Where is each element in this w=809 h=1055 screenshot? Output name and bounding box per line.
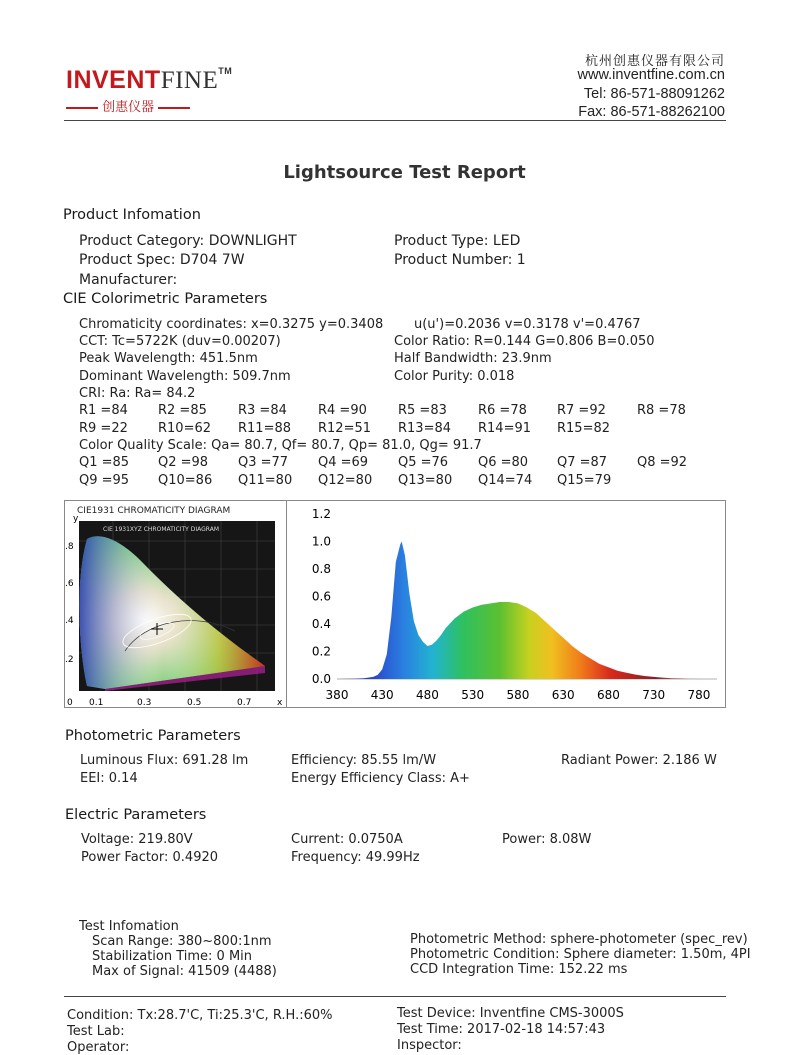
test-time: Test Time: 2017-02-18 14:57:43 <box>397 1022 606 1037</box>
spectrum-x-tick: 480 <box>416 688 439 702</box>
test-lab: Test Lab: <box>67 1024 125 1039</box>
index-value: Q3 =77 <box>238 455 289 470</box>
spectrum-x-tick: 730 <box>642 688 666 702</box>
cie-diagram-panel <box>65 501 287 707</box>
cie-y-axis-label: y <box>73 514 79 524</box>
manufacturer: Manufacturer: <box>79 272 178 288</box>
cie-y-tick-2: .6 <box>65 579 74 589</box>
index-value: R6 =78 <box>478 403 527 418</box>
power: Power: 8.08W <box>502 832 592 847</box>
product-type: Product Type: LED <box>394 233 521 249</box>
cie-heading: CIE Colorimetric Parameters <box>63 291 268 307</box>
cri-ra: CRI: Ra: Ra= 84.2 <box>79 386 196 401</box>
index-value: Q13=80 <box>398 473 453 488</box>
index-value: R12=51 <box>318 421 372 436</box>
index-value: R11=88 <box>238 421 292 436</box>
fax: Fax: 86-571-88262100 <box>578 104 725 120</box>
color-ratio: Color Ratio: R=0.144 G=0.806 B=0.050 <box>394 334 655 349</box>
power-factor: Power Factor: 0.4920 <box>81 850 219 865</box>
footer-divider <box>64 996 726 997</box>
uv-coordinates: u(u')=0.2036 v=0.3178 v'=0.4767 <box>414 317 641 332</box>
spectrum-x-tick: 530 <box>461 688 485 702</box>
cie-diagram-title: CIE1931 CHROMATICITY DIAGRAM <box>77 506 231 516</box>
spectrum-y-tick: 0.6 <box>311 589 331 604</box>
product-info-heading: Product Infomation <box>63 207 201 223</box>
index-value: R14=91 <box>478 421 532 436</box>
index-value: Q8 =92 <box>637 455 688 470</box>
photometric-method: Photometric Method: sphere-photometer (spec_rev) <box>410 932 748 947</box>
photometric-heading: Photometric Parameters <box>65 728 241 744</box>
index-value: R2 =85 <box>158 403 207 418</box>
spectrum-x-tick: 380 <box>325 688 349 702</box>
product-spec: Product Spec: D704 7W <box>79 252 245 268</box>
spectrum-area <box>337 542 699 680</box>
spectrum-y-tick: 0.8 <box>311 562 331 576</box>
index-value: Q9 =95 <box>79 473 130 488</box>
eei: EEI: 0.14 <box>80 771 138 786</box>
index-value: R5 =83 <box>398 403 447 418</box>
cie-y-tick-1: .8 <box>65 542 74 552</box>
cie-x-tick-2: 0.3 <box>137 698 152 707</box>
efficiency: Efficiency: 85.55 lm/W <box>291 753 437 768</box>
index-value: Q2 =98 <box>158 455 209 470</box>
test-device: Test Device: Inventfine CMS-3000S <box>397 1006 624 1021</box>
index-value: Q6 =80 <box>478 455 529 470</box>
index-value: R10=62 <box>158 421 212 436</box>
index-value: Q4 =69 <box>318 455 369 470</box>
spectrum-x-tick: 580 <box>506 688 530 702</box>
cie-x-tick-3: 0.5 <box>187 698 202 707</box>
company-logo: INVENTFINE™ <box>66 66 233 94</box>
product-number: Product Number: 1 <box>394 252 526 268</box>
radiant-power: Radiant Power: 2.186 W <box>561 753 717 768</box>
index-value: R7 =92 <box>557 403 606 418</box>
test-condition: Condition: Tx:28.7'C, Ti:25.3'C, R.H.:60% <box>67 1008 333 1023</box>
spectrum-x-tick: 630 <box>551 688 575 702</box>
spectrum-chart <box>287 501 725 707</box>
spectrum-x-tick: 680 <box>596 688 620 702</box>
dominant-wavelength: Dominant Wavelength: 509.7nm <box>79 369 291 384</box>
max-signal: Max of Signal: 41509 (4488) <box>92 964 277 979</box>
index-value: Q15=79 <box>557 473 612 488</box>
company-name-cn: 杭州创惠仪器有限公司 <box>584 53 725 68</box>
stabilization-time: Stabilization Time: 0 Min <box>92 949 253 964</box>
spectrum-y-tick: 0.2 <box>311 644 331 659</box>
cie-x-tick-4: 0.7 <box>237 698 252 707</box>
index-value: Q10=86 <box>158 473 213 488</box>
index-value: Q5 =76 <box>398 455 449 470</box>
index-value: Q1 =85 <box>79 455 130 470</box>
operator: Operator: <box>67 1040 130 1055</box>
index-value: R13=84 <box>398 421 452 436</box>
spectrum-panel <box>287 501 725 707</box>
color-purity: Color Purity: 0.018 <box>394 369 515 384</box>
spectrum-y-tick: 1.2 <box>311 507 331 521</box>
spectrum-y-tick: 0.4 <box>311 617 331 631</box>
cie-y-tick-4: .2 <box>65 655 74 665</box>
photometric-condition: Photometric Condition: Sphere diameter: 1.50m, 4PI <box>410 947 751 962</box>
spectrum-y-tick: 0.0 <box>311 672 331 686</box>
website: www.inventfine.com.cn <box>577 67 725 83</box>
electric-heading: Electric Parameters <box>65 807 207 823</box>
chromaticity-coordinates: Chromaticity coordinates: x=0.3275 y=0.3408 <box>79 317 384 332</box>
peak-wavelength: Peak Wavelength: 451.5nm <box>79 351 258 366</box>
logo-subtitle: 创惠仪器 <box>66 96 190 115</box>
index-value: R3 =84 <box>238 403 287 418</box>
voltage: Voltage: 219.80V <box>81 832 193 847</box>
spectrum-y-tick: 1.0 <box>311 534 331 549</box>
cie-inner-title: CIE 1931XYZ CHROMATICITY DIAGRAM <box>103 526 220 533</box>
index-value: R15=82 <box>557 421 611 436</box>
cie-y-tick-3: .4 <box>65 616 74 626</box>
half-bandwidth: Half Bandwidth: 23.9nm <box>394 351 552 366</box>
index-value: Q7 =87 <box>557 455 608 470</box>
telephone: Tel: 86-571-88091262 <box>583 86 725 102</box>
cie-diagram <box>65 501 286 707</box>
cie-x-axis-label: x <box>277 698 283 707</box>
header-divider <box>64 120 726 121</box>
cie-x-tick-1: 0.1 <box>89 698 104 707</box>
report-title: Lightsource Test Report <box>283 162 526 183</box>
index-value: Q12=80 <box>318 473 373 488</box>
index-value: Q11=80 <box>238 473 293 488</box>
spectrum-x-tick: 780 <box>687 688 711 702</box>
current: Current: 0.0750A <box>291 832 403 847</box>
energy-class: Energy Efficiency Class: A+ <box>291 771 470 786</box>
index-value: R8 =78 <box>637 403 686 418</box>
index-value: R4 =90 <box>318 403 367 418</box>
inspector: Inspector: <box>397 1038 462 1053</box>
index-value: R1 =84 <box>79 403 128 418</box>
product-category: Product Category: DOWNLIGHT <box>79 233 297 249</box>
luminous-flux: Luminous Flux: 691.28 lm <box>80 753 249 768</box>
frequency: Frequency: 49.99Hz <box>291 850 420 865</box>
chart-box <box>64 500 726 708</box>
ccd-integration-time: CCD Integration Time: 152.22 ms <box>410 962 628 977</box>
index-value: Q14=74 <box>478 473 533 488</box>
cct: CCT: Tc=5722K (duv=0.00207) <box>79 334 281 349</box>
spectrum-x-tick: 430 <box>370 688 394 702</box>
color-quality-scale: Color Quality Scale: Qa= 80.7, Qf= 80.7, Qp= 81.0, Qg= 91.7 <box>79 438 482 453</box>
index-value: R9 =22 <box>79 421 128 436</box>
test-info-heading: Test Infomation <box>79 919 179 934</box>
scan-range: Scan Range: 380~800:1nm <box>92 934 272 949</box>
cie-x-tick-0: 0 <box>67 698 73 707</box>
